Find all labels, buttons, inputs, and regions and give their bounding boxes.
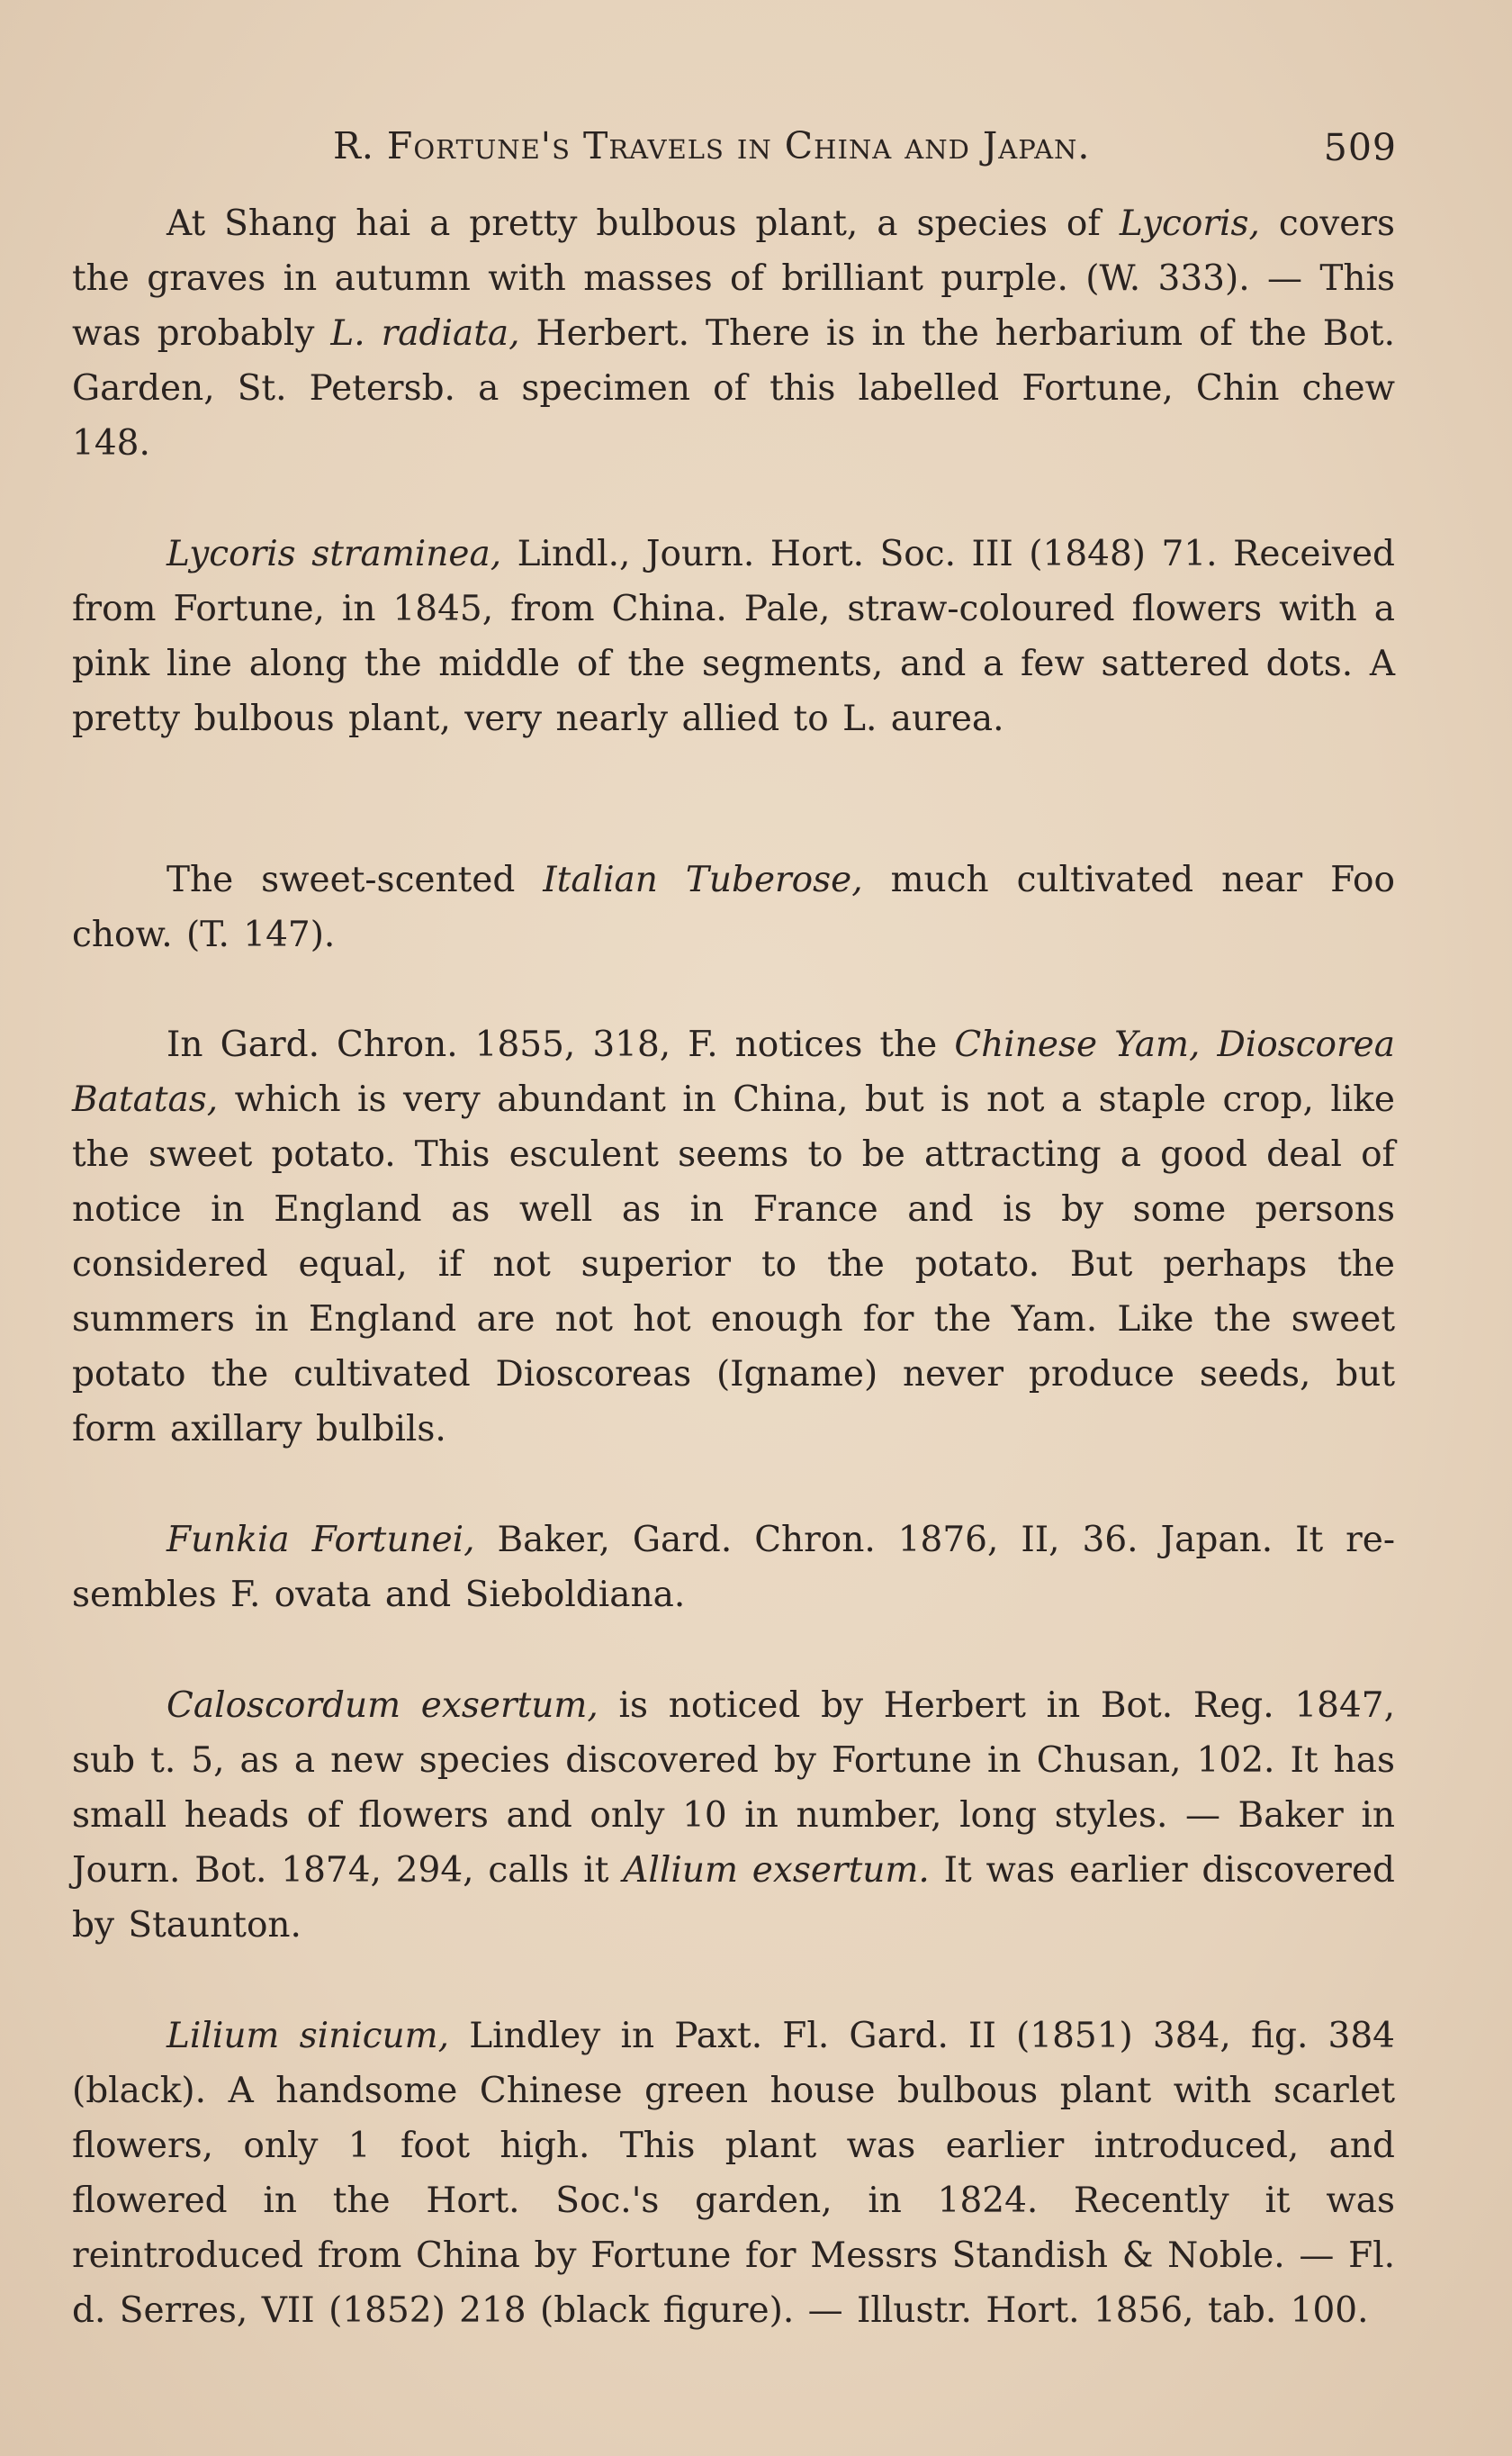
paragraph-funkia-fortunei: Funkia Fortunei, Baker, Gard. Chron. 1876, II, 36. Japan. It re-sembles F. ovata and Sieboldiana.: [72, 1520, 1396, 1615]
species-name: Lycoris,: [1119, 203, 1260, 244]
running-title: R. Fortune's Travels in China and Japan.: [333, 124, 1091, 167]
running-head: [72, 117, 1395, 171]
species-name: Caloscordum exsertum,: [166, 1685, 598, 1726]
paragraph-lycoris-radiata: At Shang hai a pretty bulbous plant, a species of Lycoris, covers the graves in autumn with masses of brilliant purple. (W. 333). — This was probably L. radiata, Herbert. There is in the herbarium of the Bot. Garden, St. Petersb. a specimen of this labelled Fortune, Chin chew 148.: [72, 203, 1396, 464]
species-name: Lycoris straminea,: [166, 534, 502, 574]
paragraph-lilium-sinicum: Lilium sinicum, Lindley in Paxt. Fl. Gard. II (1851) 384, fig. 384 (black). A handsome Chinese green house bulbous plant with scarlet flowers, only 1 foot high. This plant was earlier introduced, and flowered in the Hort. Soc.'s garden, in 1824. Recently it was reintroduced from China by Fortune for Messrs Standish & Noble. — Fl. d. Serres, VII (1852) 218 (black figure). — Illustr. Hort. 1856, tab. 100.: [72, 2016, 1395, 2331]
paragraph-chinese-yam: In Gard. Chron. 1855, 318, F. notices the Chinese Yam, Dioscorea Batatas, which is very abundant in China, but is not a staple crop, like the sweet potato. This esculent seems to be attracting a good deal of notice in England as well as in France and is by some persons considered equal, if not superior to the potato. But perhaps the summers in England are not hot enough for the Yam. Like the sweet potato the cultivated Dioscoreas (Igname) never produce seeds, but form axillary bulbils.: [72, 1025, 1396, 1449]
species-name: L. radiata,: [330, 313, 520, 354]
species-name: Funkia Fortunei,: [166, 1520, 475, 1560]
book-page: [72, 117, 1395, 2338]
species-name: Lilium sinicum,: [166, 2016, 450, 2056]
page-number: 509: [1323, 126, 1397, 169]
paragraph-lycoris-straminea: Lycoris straminea, Lindl., Journ. Hort. Soc. III (1848) 71. Received from Fortune, in 1845, from China. Pale, straw-coloured flowers with a pink line along the middle of the segments, and a few sattered dots. A pretty bulbous plant, very nearly allied to L. aurea.: [72, 534, 1395, 739]
paragraph-italian-tuberose: The sweet-scented Italian Tuberose, much cultivated near Foo chow. (T. 147).: [72, 860, 1395, 955]
species-name: Chinese Yam, Dioscorea Batatas,: [72, 1025, 1396, 1120]
species-name: Allium exsertum.: [623, 1850, 930, 1891]
species-name: Italian Tuberose,: [543, 860, 863, 900]
paragraph-caloscordum-exsertum: Caloscordum exsertum, is noticed by Herbert in Bot. Reg. 1847, sub t. 5, as a new species discovered by Fortune in Chusan, 102. It has small heads of flowers and only 10 in number, long styles. — Baker in Journ. Bot. 1874, 294, calls it Allium exsertum. It was earlier discovered by Staunton.: [72, 1685, 1396, 1946]
